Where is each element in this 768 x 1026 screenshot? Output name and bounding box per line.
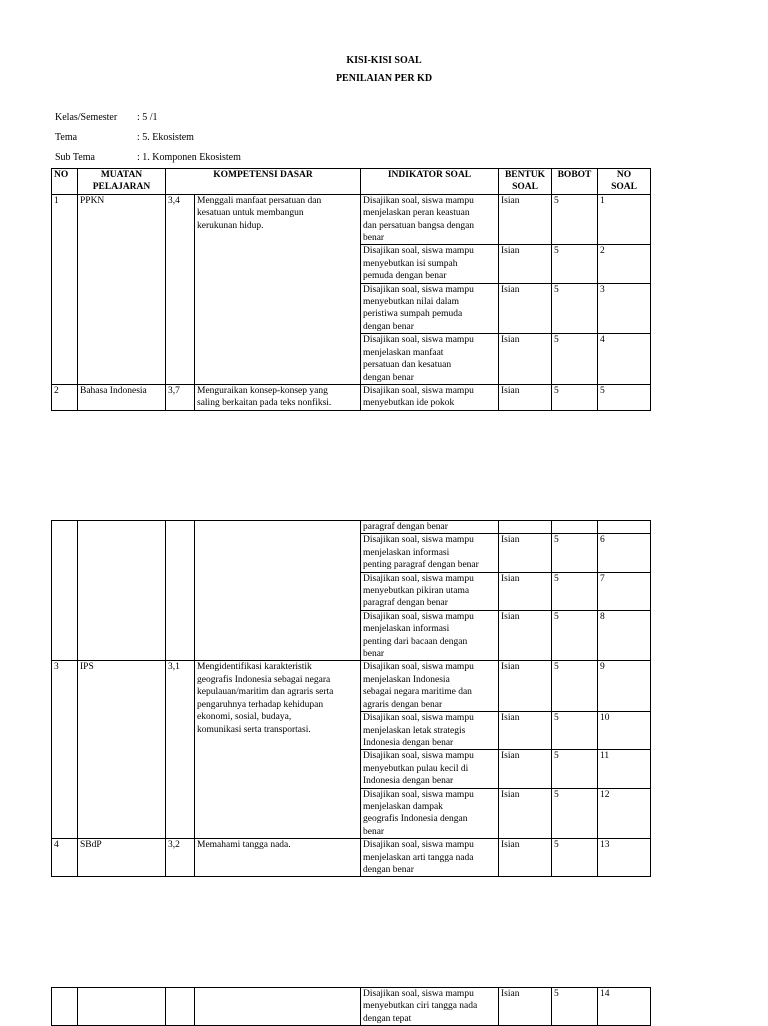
meta-subtema [55, 152, 241, 163]
cell-bobot: 5 [552, 334, 598, 385]
kisi-table-page2 [51, 520, 651, 877]
cell-kd-text: Menguraikan konsep-konsep yang saling berkaitan pada teks nonfiksi. [195, 384, 361, 410]
cell-bentuk: Isian [499, 750, 552, 788]
cell-indikator: Disajikan soal, siswa mampu menyebutkan nilai dalam peristiwa sumpah pemuda dengan benar [361, 283, 499, 334]
cell-kd-code: 3,4 [166, 194, 195, 384]
cell-kd-code: 3,7 [166, 384, 195, 410]
header-indikator: INDIKATOR SOAL [361, 169, 499, 195]
cell-indikator: Disajikan soal, siswa mampu menyebutkan isi sumpah pemuda dengan benar [361, 245, 499, 283]
cell-muatan: SBdP [78, 839, 166, 877]
cell-indikator: Disajikan soal, siswa mampu menjelaskan arti tangga nada dengan benar [361, 839, 499, 877]
table-row [52, 661, 651, 712]
cell-muatan [78, 521, 166, 661]
cell-nosoal: 11 [598, 750, 651, 788]
header-nosoal: NO SOAL [598, 169, 651, 195]
cell-bentuk: Isian [499, 245, 552, 283]
cell-bobot: 5 [552, 572, 598, 610]
cell-indikator: Disajikan soal, siswa mampu menjelaskan letak strategis Indonesia dengan benar [361, 712, 499, 750]
cell-bobot: 5 [552, 661, 598, 712]
meta-kelas-label: Kelas/Semester [55, 112, 118, 123]
cell-bobot: 5 [552, 283, 598, 334]
kisi-table-page1 [51, 168, 651, 411]
cell-nosoal: 1 [598, 194, 651, 245]
cell-bobot: 5 [552, 384, 598, 410]
cell-bentuk: Isian [499, 712, 552, 750]
cell-bentuk: Isian [499, 572, 552, 610]
cell-bobot [552, 521, 598, 534]
header-muatan: MUATAN PELAJARAN [78, 169, 166, 195]
header-no: NO [52, 169, 78, 195]
header-bentuk: BENTUK SOAL [499, 169, 552, 195]
cell-kd-code [166, 988, 195, 1026]
cell-indikator: paragraf dengan benar [361, 521, 499, 534]
cell-nosoal: 8 [598, 610, 651, 661]
document-title: KISI-KISI SOAL [346, 55, 422, 66]
cell-indikator: Disajikan soal, siswa mampu menjelaskan manfaat persatuan dan kesatuan dengan benar [361, 334, 499, 385]
meta-kelas-value: : 5 /1 [137, 112, 158, 123]
cell-indikator: Disajikan soal, siswa mampu menyebutkan pulau kecil di Indonesia dengan benar [361, 750, 499, 788]
cell-nosoal: 6 [598, 534, 651, 572]
cell-bobot: 5 [552, 534, 598, 572]
cell-bobot: 5 [552, 712, 598, 750]
cell-kd-code: 3,1 [166, 661, 195, 839]
cell-no [52, 521, 78, 661]
cell-indikator: Disajikan soal, siswa mampu menjelaskan informasi penting paragraf dengan benar [361, 534, 499, 572]
cell-bentuk: Isian [499, 661, 552, 712]
header-bobot: BOBOT [552, 169, 598, 195]
cell-kd-text: Memahami tangga nada. [195, 839, 361, 877]
cell-bobot: 5 [552, 245, 598, 283]
table-row [52, 384, 651, 410]
cell-bentuk: Isian [499, 839, 552, 877]
cell-no: 1 [52, 194, 78, 384]
cell-indikator: Disajikan soal, siswa mampu menyebutkan ciri tangga nada dengan tepat [361, 988, 499, 1026]
cell-bobot: 5 [552, 788, 598, 839]
meta-tema-value: : 5. Ekosistem [137, 132, 194, 143]
cell-nosoal: 7 [598, 572, 651, 610]
cell-bentuk: Isian [499, 534, 552, 572]
cell-bentuk: Isian [499, 384, 552, 410]
meta-kelas [55, 112, 158, 123]
meta-subtema-value: : 1. Komponen Ekosistem [137, 152, 241, 163]
cell-bobot: 5 [552, 750, 598, 788]
cell-indikator: Disajikan soal, siswa mampu menjelaskan Indonesia sebagai negara maritime dan agraris dengan benar [361, 661, 499, 712]
table-row [52, 521, 651, 534]
cell-bentuk: Isian [499, 194, 552, 245]
cell-nosoal: 2 [598, 245, 651, 283]
cell-no: 4 [52, 839, 78, 877]
cell-indikator: Disajikan soal, siswa mampu menjelaskan dampak geografis Indonesia dengan benar [361, 788, 499, 839]
cell-kd-code: 3,2 [166, 839, 195, 877]
cell-indikator: Disajikan soal, siswa mampu menyebutkan ide pokok [361, 384, 499, 410]
cell-bentuk: Isian [499, 988, 552, 1026]
table-row [52, 839, 651, 877]
cell-bentuk: Isian [499, 283, 552, 334]
cell-bobot: 5 [552, 610, 598, 661]
cell-bentuk: Isian [499, 610, 552, 661]
cell-kd-text: Menggali manfaat persatuan dan kesatuan untuk membangun kerukunan hidup. [195, 194, 361, 384]
cell-muatan: Bahasa Indonesia [78, 384, 166, 410]
cell-nosoal: 10 [598, 712, 651, 750]
cell-indikator: Disajikan soal, siswa mampu menyebutkan pikiran utama paragraf dengan benar [361, 572, 499, 610]
cell-no: 3 [52, 661, 78, 839]
header-kompetensi: KOMPETENSI DASAR [166, 169, 361, 195]
cell-nosoal [598, 521, 651, 534]
cell-nosoal: 12 [598, 788, 651, 839]
cell-indikator: Disajikan soal, siswa mampu menjelaskan peran keastuan dan persatuan bangsa dengan benar [361, 194, 499, 245]
meta-tema-label: Tema [55, 132, 78, 143]
kisi-table-page3 [51, 987, 651, 1026]
table-row [52, 988, 651, 1026]
table-row [52, 194, 651, 245]
cell-bentuk [499, 521, 552, 534]
cell-nosoal: 4 [598, 334, 651, 385]
cell-bobot: 5 [552, 839, 598, 877]
cell-bentuk: Isian [499, 334, 552, 385]
cell-muatan: IPS [78, 661, 166, 839]
cell-indikator: Disajikan soal, siswa mampu menjelaskan informasi penting dari bacaan dengan benar [361, 610, 499, 661]
meta-tema [55, 132, 194, 143]
cell-muatan: PPKN [78, 194, 166, 384]
cell-kd-text [195, 521, 361, 661]
cell-bobot: 5 [552, 194, 598, 245]
cell-kd-text [195, 988, 361, 1026]
cell-kd-code [166, 521, 195, 661]
document-subtitle: PENILAIAN PER KD [335, 73, 433, 84]
cell-no: 2 [52, 384, 78, 410]
cell-kd-text: Mengidentifikasi karakteristik geografis Indonesia sebagai negara kepulauan/maritim dan agraris serta pengaruhnya terhadap kehidupan ekonomi, sosial, budaya, komunikasi serta transportasi. [195, 661, 361, 839]
cell-nosoal: 13 [598, 839, 651, 877]
cell-nosoal: 3 [598, 283, 651, 334]
cell-nosoal: 9 [598, 661, 651, 712]
cell-bentuk: Isian [499, 788, 552, 839]
cell-no [52, 988, 78, 1026]
cell-muatan [78, 988, 166, 1026]
cell-nosoal: 14 [598, 988, 651, 1026]
cell-nosoal: 5 [598, 384, 651, 410]
meta-subtema-label: Sub Tema [55, 152, 95, 163]
cell-bobot: 5 [552, 988, 598, 1026]
table-header-row [52, 169, 651, 195]
